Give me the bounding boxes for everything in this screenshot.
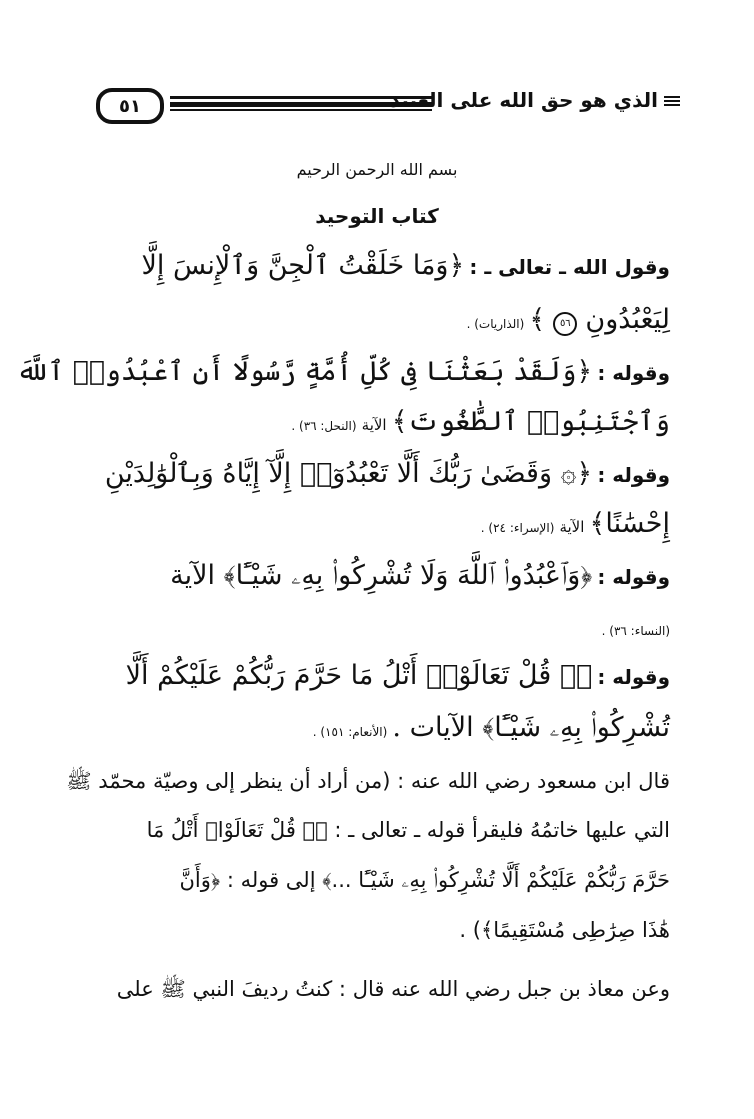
quran-verse: إِحْسَٰنًا﴾	[589, 508, 670, 539]
prose-line: هَٰذَا صِرَٰطِى مُسْتَقِيمًا﴾) .	[459, 918, 670, 942]
verse-reference: (الذاريات) .	[466, 317, 525, 331]
verse-reference: (الإسراء: ٢٤) .	[480, 521, 555, 535]
header-title: الذي هو حق الله على العبيد	[389, 88, 658, 112]
book-title: كتاب التوحيد	[315, 204, 439, 228]
line-lead: وقوله :	[597, 665, 670, 689]
prose-line: قال ابن مسعود رضي الله عنه : (من أراد أن ينظر إلى وصيّة محمّد ﷺ	[66, 769, 670, 793]
text-line	[291, 406, 670, 437]
line-lead: وقول الله ـ تعالى ـ :	[469, 255, 670, 279]
prose-line: التي عليها خاتمُهُ فليقرأ قوله ـ تعالى ـ : ﴿۞ قُلْ تَعَالَوْا۟ أَتْلُ مَا	[146, 818, 670, 842]
quran-verse: ﴿۞ قُلْ تَعَالَوْا۟ أَتْلُ مَا حَرَّمَ رَبُّكُمْ عَلَيْكُمْ أَلَّا	[125, 660, 593, 691]
ayah-number-icon: ٥٦	[553, 312, 577, 336]
quran-verse: ﴿وَمَا خَلَقْتُ ٱلْجِنَّ وَٱلْإِنسَ إِلَّا	[141, 250, 465, 281]
line-lead: وقوله :	[597, 565, 670, 589]
header-ornament-icon	[664, 96, 680, 106]
quran-verse: لِيَعْبُدُونِ	[585, 304, 670, 335]
line-lead: وقوله :	[597, 361, 670, 385]
running-header	[80, 82, 680, 118]
text-line	[602, 620, 670, 639]
text-line	[126, 660, 670, 691]
line-tail: الآية	[361, 416, 387, 434]
text-line	[141, 250, 670, 281]
basmala: بسم الله الرحمن الرحيم	[296, 160, 458, 179]
quran-verse: تُشْرِكُوا۟ بِهِۦ شَيْـًٔا﴾ الآيات .	[392, 712, 670, 743]
quran-verse: ﴿وَلَقَدْ بَعَثْنَا فِى كُلِّ أُمَّةٍ رَّسُولًا أَنِ ٱعْبُدُوا۟ ٱللَّهَ	[16, 356, 593, 387]
verse-reference: (النساء: ٣٦) .	[601, 624, 670, 638]
line-tail: الآية	[559, 518, 585, 536]
line-lead: وقوله :	[597, 463, 670, 487]
text-line	[170, 560, 670, 592]
verse-close: ﴾	[529, 304, 546, 335]
text-line	[105, 458, 670, 489]
page-number: ٥١	[96, 88, 164, 124]
quran-verse: وَٱجْتَنِبُوا۟ ٱلطَّٰغُوتَ﴾	[391, 406, 670, 437]
verse-reference: (الأنعام: ١٥١) .	[312, 725, 388, 739]
text-line	[313, 712, 670, 744]
text-line	[481, 508, 670, 539]
prose-line: وعن معاذ بن جبل رضي الله عنه قال : كنتُ رديفَ النبي ﷺ على	[116, 977, 670, 1001]
quran-verse: ﴿وَٱعْبُدُوا۟ ٱللَّهَ وَلَا تُشْرِكُوا۟ بِهِۦ شَيْـًٔا﴾ الآية	[170, 560, 593, 591]
text-line	[17, 356, 670, 387]
verse-reference: (النحل: ٣٦) .	[291, 419, 357, 433]
quran-verse: ﴿۞ وَقَضَىٰ رَبُّكَ أَلَّا تَعْبُدُوٓا۟ إِلَّآ إِيَّاهُ وَبِٱلْوَٰلِدَيْنِ	[104, 458, 593, 489]
text-line	[467, 304, 670, 336]
prose-line: حَرَّمَ رَبُّكُمْ عَلَيْكُمْ أَلَّا تُشْرِكُوا۟ بِهِۦ شَيْـًٔا ...﴾ إلى قوله : ﴿وَأَنَّ	[179, 868, 670, 892]
